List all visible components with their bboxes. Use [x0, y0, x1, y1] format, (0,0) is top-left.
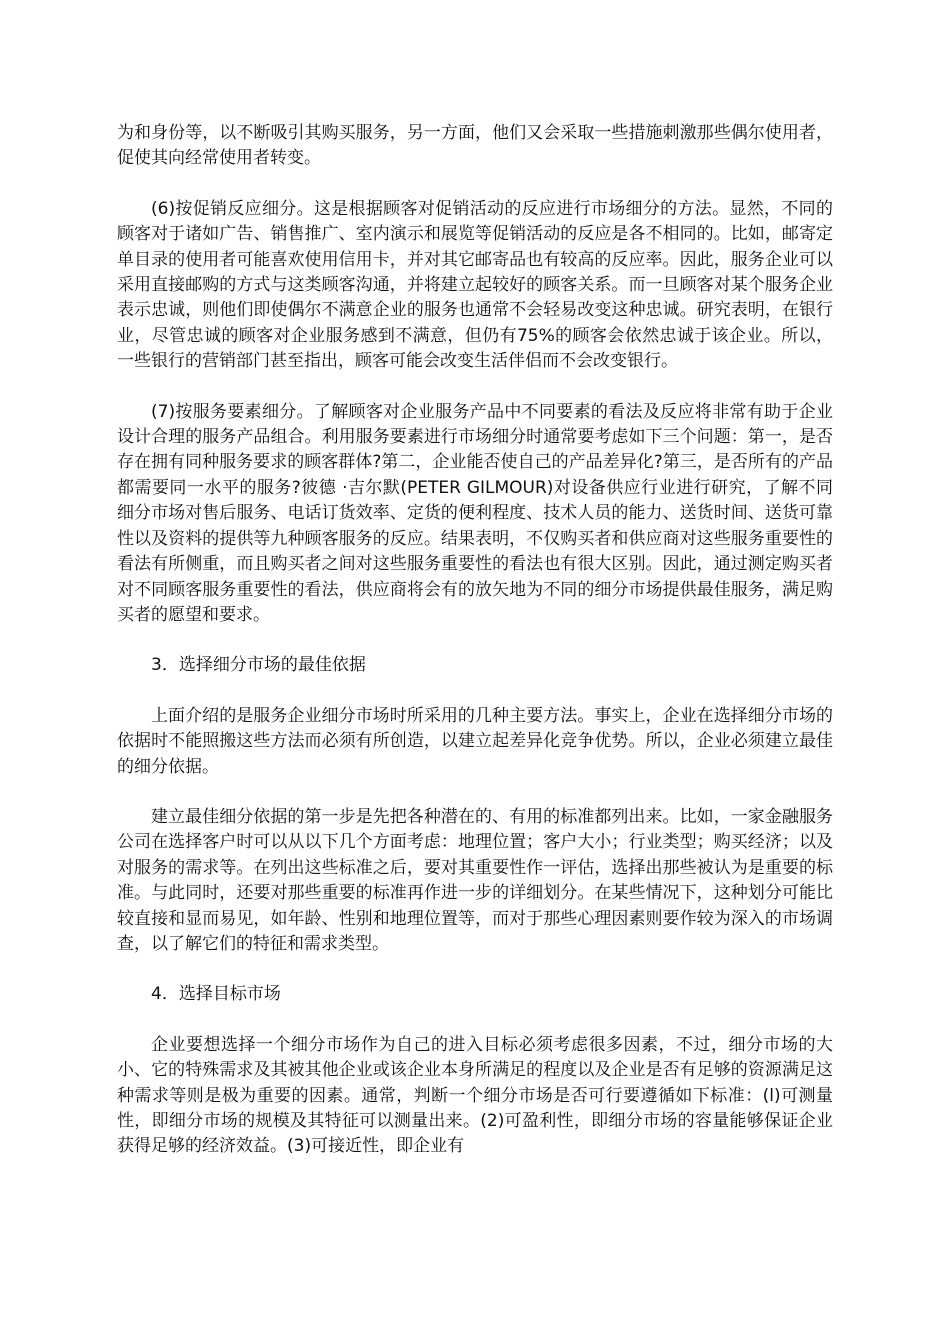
- paragraph-service-elements: (7)按服务要素细分。了解顾客对企业服务产品中不同要素的看法及反应将非常有助于企业设计合理的服务产品组合。利用服务要素进行市场细分时通常要考虑如下三个问题：第一，是否存在拥有同种服务要求的顾客群体?第二，企业能否使自己的产品差异化?第三，是否所有的产品都需要同一水平的服务?彼德 ·吉尔默(PETER GILMOUR)对设备供应行业进行研究，了解不同细分市场对售后服务、电话订货效率、定货的便利程度、技术人员的能力、送货时间、送货可靠性以及资料的提供等九种顾客服务的反应。结果表明，不仅购买者和供应商对这些服务重要性的看法有所侧重，而且购买者之间对这些服务重要性的看法也有很大区别。因此，通过测定购买者对不同顾客服务重要性的看法，供应商将会有的放矢地为不同的细分市场提供最佳服务，满足购买者的愿望和要求。: [117, 401, 833, 625]
- paragraph-methods-intro: 上面介绍的是服务企业细分市场时所采用的几种主要方法。事实上，企业在选择细分市场的依据时不能照搬这些方法而必须有所创造，以建立起差异化竞争优势。所以，企业必须建立最佳的细分依据。: [117, 705, 833, 777]
- section-heading-3: 3．选择细分市场的最佳依据: [151, 655, 366, 676]
- paragraph-continuation: 为和身份等，以不断吸引其购买服务，另一方面，他们又会采取一些措施刺激那些偶尔使用者，促使其向经常使用者转变。: [117, 123, 833, 169]
- section-heading-4: 4．选择目标市场: [151, 984, 281, 1005]
- paragraph-target-market: 企业要想选择一个细分市场作为自己的进入目标必须考虑很多因素，不过，细分市场的大小、它的特殊需求及其被其他企业或该企业本身所满足的程度以及企业是否有足够的资源满足这种需求等则是极为重要的因素。通常，判断一个细分市场是否可行要遵循如下标准：(l)可测量性，即细分市场的规模及其特征可以测量出来。(2)可盈利性，即细分市场的容量能够保证企业获得足够的经济效益。(3)可接近性，即企业有: [117, 1034, 833, 1157]
- paragraph-best-basis: 建立最佳细分依据的第一步是先把各种潜在的、有用的标准都列出来。比如，一家金融服务公司在选择客户时可以从以下几个方面考虑：地理位置；客户大小；行业类型；购买经济；以及对服务的需求等。在列出这些标准之后，要对其重要性作一评估，选择出那些被认为是重要的标准。与此同时，还要对那些重要的标准再作进一步的详细划分。在某些情况下，这种划分可能比较直接和显而易见，如年龄、性别和地理位置等，而对于那些心理因素则要作较为深入的市场调查，以了解它们的特征和需求类型。: [117, 806, 833, 954]
- document-page: [117, 121, 833, 1185]
- paragraph-promotion-response: (6)按促销反应细分。这是根据顾客对促销活动的反应进行市场细分的方法。显然，不同的顾客对于诸如广告、销售推广、室内演示和展览等促销活动的反应是各不相同的。比如，邮寄定单目录的使用者可能喜欢使用信用卡，并对其它邮寄品也有较高的反应率。因此，服务企业可以采用直接邮购的方式与这类顾客沟通，并将建立起较好的顾客关系。而一旦顾客对某个服务企业表示忠诚，则他们即使偶尔不满意企业的服务也通常不会轻易改变这种忠诚。研究表明，在银行业，尽管忠诚的顾客对企业服务感到不满意，但仍有75%的顾客会依然忠诚于该企业。所以，一些银行的营销部门甚至指出，顾客可能会改变生活伴侣而不会改变银行。: [117, 198, 833, 372]
